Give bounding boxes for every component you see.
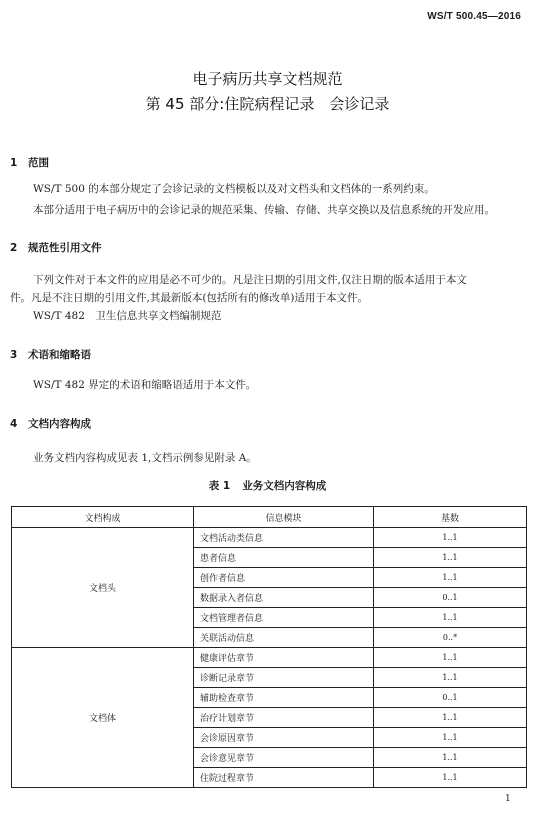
- module-cell: 文档活动类信息: [194, 528, 374, 548]
- module-cell: 治疗计划章节: [194, 708, 374, 728]
- cardinality-cell: 1..1: [374, 708, 527, 728]
- section-heading-terms: [10, 347, 91, 362]
- cardinality-cell: 1..1: [374, 568, 527, 588]
- table-caption-title: 业务文档内容构成: [242, 480, 327, 492]
- cardinality-cell: 1..1: [374, 648, 527, 668]
- doc-title: 电子病历共享文档规范: [192, 70, 343, 88]
- group-cell: 文档头: [12, 528, 194, 648]
- cardinality-cell: 0..1: [374, 588, 527, 608]
- paragraph: 件。凡是不注日期的引用文件,其最新版本(包括所有的修改单)适用于本文件。: [10, 292, 369, 304]
- section-number: 4: [10, 418, 18, 430]
- content-structure-table: [11, 506, 527, 788]
- group-cell: 文档体: [12, 648, 194, 788]
- cardinality-cell: 1..1: [374, 528, 527, 548]
- paragraph: 下列文件对于本文件的应用是必不可少的。凡是注日期的引用文件,仅注日期的版本适用于本文: [33, 274, 467, 286]
- cardinality-cell: 1..1: [374, 768, 527, 788]
- paragraph: WS/T 482 卫生信息共享文档编制规范: [33, 310, 222, 322]
- section-heading-document-content: [10, 416, 91, 431]
- section-heading-normative-references: [10, 240, 102, 255]
- section-number: 3: [10, 349, 18, 361]
- module-cell: 患者信息: [194, 548, 374, 568]
- section-number: 2: [10, 242, 18, 254]
- cardinality-cell: 1..1: [374, 668, 527, 688]
- cardinality-cell: 1..1: [374, 728, 527, 748]
- doc-subtitle: 第 45 部分:住院病程记录 会诊记录: [145, 95, 390, 113]
- module-cell: 健康评估章节: [194, 648, 374, 668]
- standard-number: WS/T 500.45—2016: [427, 11, 521, 22]
- module-cell: 辅助检查章节: [194, 688, 374, 708]
- module-cell: 文档管理者信息: [194, 608, 374, 628]
- module-cell: 住院过程章节: [194, 768, 374, 788]
- table-caption: [0, 478, 535, 493]
- paragraph: 业务文档内容构成见表 1,文档示例参见附录 A。: [33, 452, 257, 464]
- section-title: 术语和缩略语: [28, 349, 91, 361]
- cardinality-cell: 1..1: [374, 748, 527, 768]
- column-header: 信息模块: [194, 507, 374, 528]
- section-title: 规范性引用文件: [28, 242, 102, 254]
- section-title: 文档内容构成: [28, 418, 91, 430]
- cardinality-cell: 1..1: [374, 608, 527, 628]
- module-cell: 关联活动信息: [194, 628, 374, 648]
- section-heading-scope: [10, 155, 49, 170]
- table-header-row: [12, 507, 527, 528]
- page-number: 1: [505, 794, 511, 804]
- table-caption-label: 表 1: [208, 480, 231, 492]
- column-header: 文档构成: [12, 507, 194, 528]
- module-cell: 诊断记录章节: [194, 668, 374, 688]
- module-cell: 数据录入者信息: [194, 588, 374, 608]
- cardinality-cell: 0..*: [374, 628, 527, 648]
- cardinality-cell: 0..1: [374, 688, 527, 708]
- module-cell: 会诊原因章节: [194, 728, 374, 748]
- table-row: [12, 528, 527, 548]
- paragraph: 本部分适用于电子病历中的会诊记录的规范采集、传输、存储、共享交换以及信息系统的开发应用。: [33, 204, 495, 216]
- table-row: [12, 648, 527, 668]
- module-cell: 创作者信息: [194, 568, 374, 588]
- module-cell: 会诊意见章节: [194, 748, 374, 768]
- cardinality-cell: 1..1: [374, 548, 527, 568]
- section-title: 范围: [28, 157, 49, 169]
- column-header: 基数: [374, 507, 527, 528]
- section-number: 1: [10, 157, 18, 169]
- paragraph: WS/T 482 界定的术语和缩略语适用于本文件。: [33, 379, 257, 391]
- paragraph: WS/T 500 的本部分规定了会诊记录的文档模板以及对文档头和文档体的一系列约束。: [33, 183, 435, 195]
